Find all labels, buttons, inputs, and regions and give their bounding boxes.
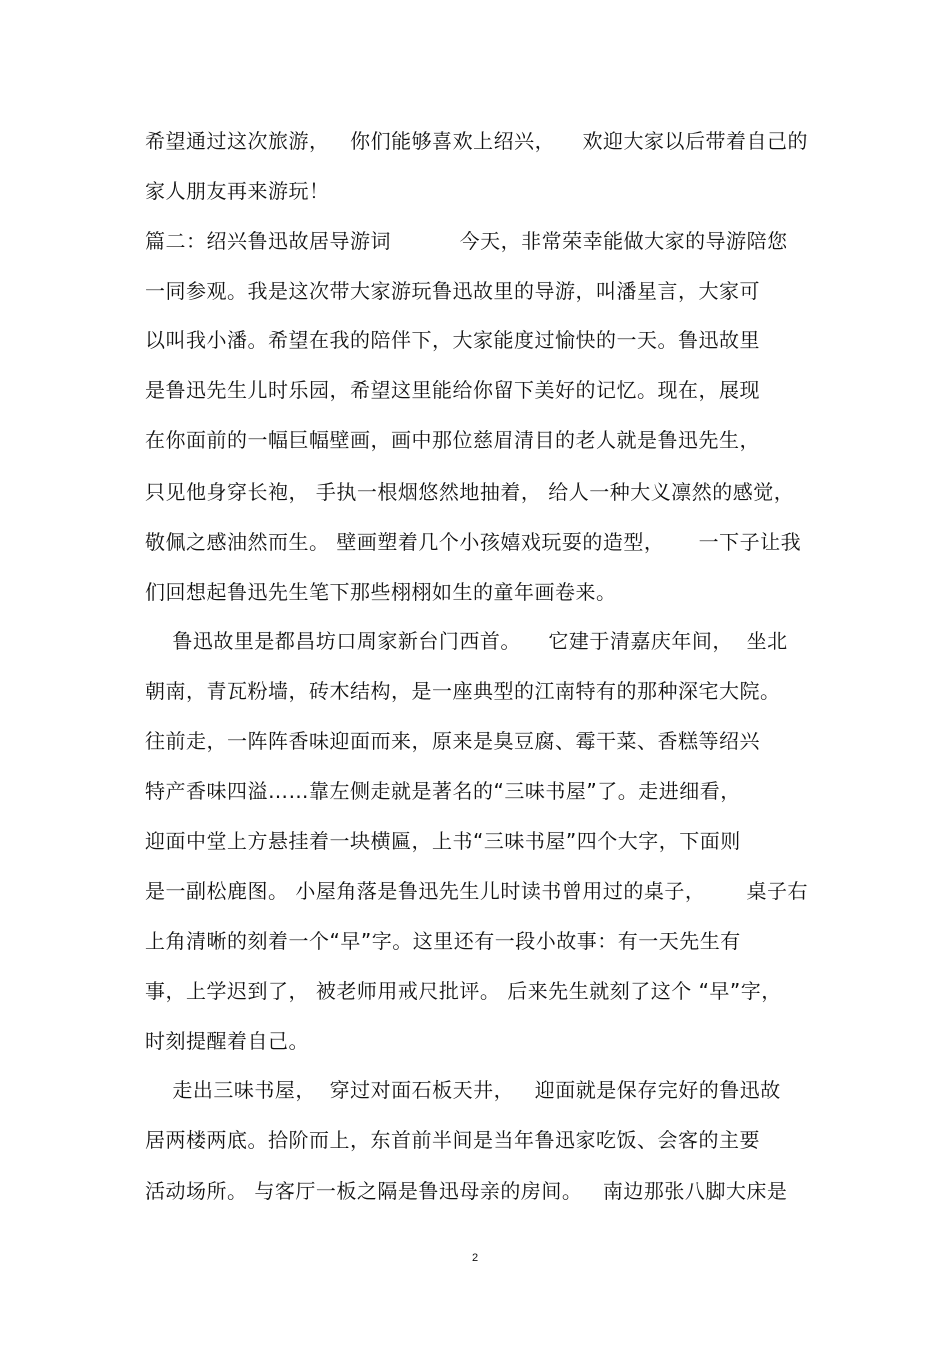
text-line: 是一副松鹿图。 小屋角落是鲁迅先生儿时读书曾用过的桌子， 桌子右 xyxy=(145,879,809,903)
text-line: 是鲁迅先生儿时乐园，希望这里能给你留下美好的记忆。现在，展现 xyxy=(145,378,760,402)
text-line: 篇二：绍兴鲁迅故居导游词 今天，非常荣幸能做大家的导游陪您 xyxy=(145,229,788,253)
text-line: 以叫我小潘。希望在我的陪伴下，大家能度过愉快的一天。鲁迅故里 xyxy=(145,328,760,352)
text-line: 们回想起鲁迅先生笔下那些栩栩如生的童年画卷来。 xyxy=(145,580,617,604)
text-line: 鲁迅故里是都昌坊口周家新台门西首。 它建于清嘉庆年间， 坐北 xyxy=(145,629,788,653)
page-number: 2 xyxy=(471,1252,479,1264)
text-line: 时刻提醒着自己。 xyxy=(145,1029,309,1053)
text-line: 朝南，青瓦粉墙，砖木结构，是一座典型的江南特有的那种深宅大院。 xyxy=(145,679,781,703)
text-line: 走出三味书屋， 穿过对面石板天井， 迎面就是保存完好的鲁迅故 xyxy=(145,1078,781,1102)
text-line: 只见他身穿长袍， 手执一根烟悠然地抽着， 给人一种大义凛然的感觉， xyxy=(145,480,795,504)
text-line: 迎面中堂上方悬挂着一块横匾，上书“三味书屋”四个大字，下面则 xyxy=(145,829,741,853)
text-line: 上角清晰的刻着一个“早”字。这里还有一段小故事：有一天先生有 xyxy=(145,929,741,953)
text-line: 敬佩之感油然而生。 壁画塑着几个小孩嬉戏玩耍的造型， 一下子让我 xyxy=(145,530,802,554)
text-line: 一同参观。我是这次带大家游玩鲁迅故里的导游，叫潘星言，大家可 xyxy=(145,279,760,303)
text-line: 家人朋友再来游玩！ xyxy=(145,179,330,203)
text-line: 希望通过这次旅游， 你们能够喜欢上绍兴， 欢迎大家以后带着自己的 xyxy=(145,129,809,153)
text-line: 在你面前的一幅巨幅壁画，画中那位慈眉清目的老人就是鲁迅先生， xyxy=(145,428,760,452)
text-line: 活动场所。 与客厅一板之隔是鲁迅母亲的房间。 南边那张八脚大床是 xyxy=(145,1179,788,1203)
text-line: 特产香味四溢……靠左侧走就是著名的“三味书屋”了。走进细看， xyxy=(145,779,741,803)
text-line: 事，上学迟到了， 被老师用戒尺批评。 后来先生就刻了这个 “早”字， xyxy=(145,979,782,1003)
text-line: 往前走，一阵阵香味迎面而来，原来是臭豆腐、霉干菜、香糕等绍兴 xyxy=(145,729,760,753)
text-line: 居两楼两底。拾阶而上，东首前半间是当年鲁迅家吃饭、会客的主要 xyxy=(145,1128,760,1152)
